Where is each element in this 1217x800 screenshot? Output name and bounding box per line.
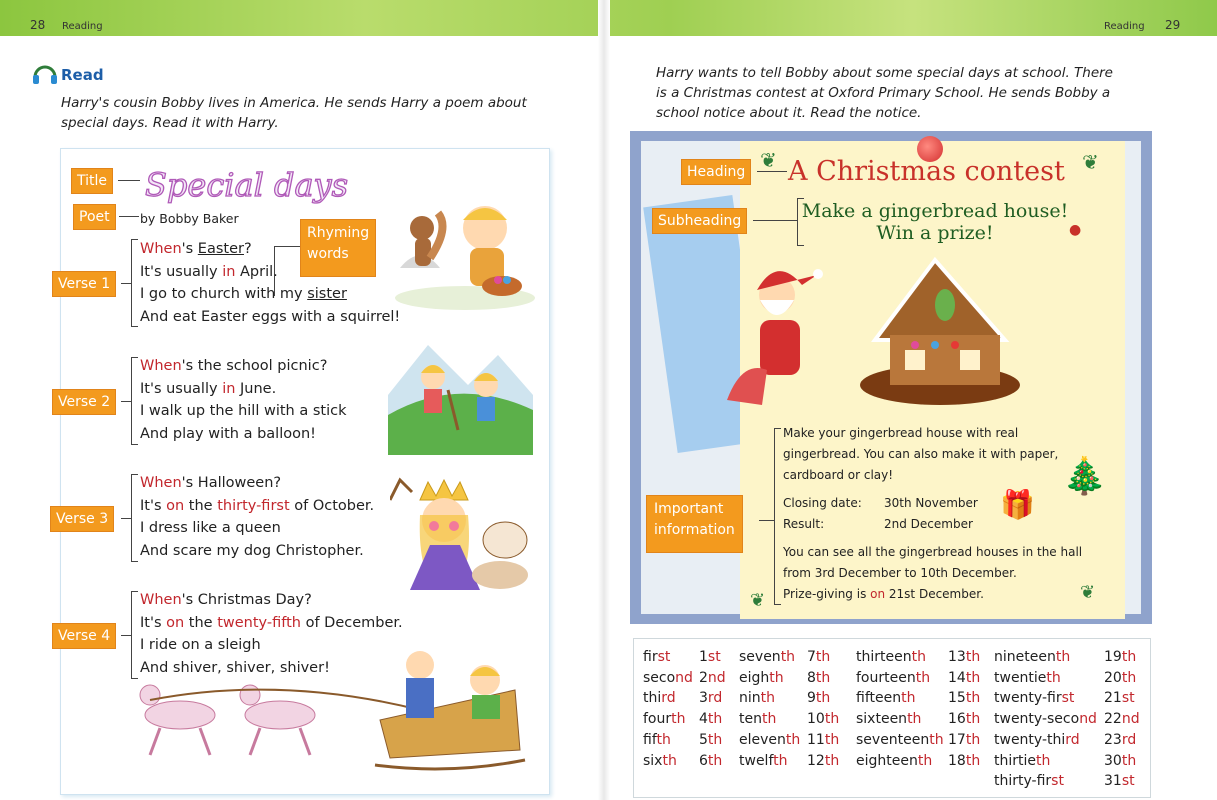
ordinal-suffix: th bbox=[815, 649, 831, 665]
verse-3-line-4: And scare my dog Christopher. bbox=[140, 542, 364, 559]
verse-2-line-1: When's the school picnic? bbox=[140, 358, 328, 374]
ordinal-suffix: th bbox=[1121, 669, 1137, 686]
ordinal-suffix: th bbox=[707, 752, 723, 769]
ordinal-suffix: st bbox=[707, 649, 721, 665]
ordinal-word: fourteenth bbox=[856, 669, 931, 686]
verse-1-line-3: I go to church with my sister bbox=[140, 286, 347, 302]
ordinal-suffix: th bbox=[1036, 752, 1051, 769]
ordinal-number: 21st bbox=[1104, 690, 1135, 707]
tag-rhyming-line-1: Rhyming bbox=[307, 225, 370, 241]
ordinal-word: sixteenth bbox=[856, 711, 922, 728]
closing-date-label: Closing date: bbox=[783, 496, 862, 510]
ordinal-word: seventh bbox=[739, 649, 796, 665]
holly-icon: ❦ bbox=[1082, 150, 1099, 174]
connector-line bbox=[121, 635, 131, 636]
ordinal-suffix: th bbox=[824, 711, 840, 728]
tag-important-line-2: information bbox=[654, 522, 735, 538]
result-value: 2nd December bbox=[884, 517, 973, 531]
ordinal-suffix: th bbox=[965, 731, 981, 748]
sleigh-illustration bbox=[130, 640, 535, 775]
christmas-tree-icon: 🎄 bbox=[1062, 456, 1107, 497]
ordinal-number: 13th bbox=[948, 649, 981, 665]
info-line-1: Make your gingerbread house with real bbox=[783, 426, 1019, 440]
ordinal-suffix: th bbox=[907, 711, 922, 728]
left-intro-line-1: Harry's cousin Bobby lives in America. He sends Harry a poem about bbox=[61, 95, 527, 111]
ordinal-suffix: th bbox=[965, 669, 981, 686]
ordinal-word: thirty-first bbox=[994, 773, 1064, 790]
right-intro-line-2: is a Christmas contest at Oxford Primary School. He sends Bobby a bbox=[656, 85, 1111, 101]
ordinal-number: 22nd bbox=[1104, 711, 1140, 728]
verse-2-line-2: It's usually in June. bbox=[140, 380, 277, 397]
verse-2 bbox=[140, 355, 346, 445]
ordinal-word: eleventh bbox=[739, 731, 801, 748]
connector-line bbox=[121, 283, 131, 284]
holly-icon: ❦ bbox=[760, 148, 777, 172]
ordinal-suffix: rd bbox=[1065, 731, 1080, 748]
connector-line bbox=[121, 518, 131, 519]
verse-2-line-4: And play with a balloon! bbox=[140, 425, 316, 442]
ordinal-suffix: th bbox=[707, 711, 723, 728]
connector-line bbox=[753, 220, 797, 221]
tag-heading: Heading bbox=[681, 159, 751, 185]
page-label-left: Reading bbox=[62, 21, 103, 32]
ordinal-suffix: th bbox=[671, 711, 686, 728]
verse-4-line-2: It's on the twenty-fifth of December. bbox=[140, 614, 403, 631]
page-number-right: 29 bbox=[1165, 18, 1181, 32]
read-heading: Read bbox=[61, 66, 104, 84]
gingerbread-house-illustration bbox=[855, 250, 1025, 410]
ordinal-suffix: th bbox=[780, 649, 796, 665]
ordinal-suffix: st bbox=[1061, 690, 1075, 707]
connector-line bbox=[759, 520, 774, 521]
ordinal-suffix: th bbox=[965, 690, 981, 707]
verse-3-line-3: I dress like a queen bbox=[140, 520, 281, 536]
connector-line bbox=[118, 180, 140, 181]
ordinal-suffix: th bbox=[656, 731, 671, 748]
verse-1-line-1: When's Easter? bbox=[140, 241, 252, 257]
easter-illustration bbox=[390, 198, 540, 313]
ordinal-word: twentieth bbox=[994, 669, 1061, 686]
ordinal-suffix: rd bbox=[661, 690, 676, 707]
verse-bracket bbox=[131, 239, 138, 327]
verse-bracket bbox=[131, 357, 138, 445]
notice-sub-line-1: Make a gingerbread house! bbox=[801, 200, 1069, 222]
ordinal-suffix: st bbox=[1121, 773, 1135, 790]
ordinal-word: ninth bbox=[739, 690, 776, 707]
ordinal-number: 23rd bbox=[1104, 731, 1137, 748]
notice-subheading bbox=[800, 200, 1070, 244]
ordinal-suffix: nd bbox=[707, 669, 726, 686]
notice-sub-line-2: Win a prize! bbox=[876, 222, 994, 244]
ordinal-number: 15th bbox=[948, 690, 981, 707]
verse-3-line-1: When's Halloween? bbox=[140, 475, 282, 491]
ordinal-word: thirtieth bbox=[994, 752, 1051, 769]
ordinal-word: seventeenth bbox=[856, 731, 944, 748]
ordinal-number: 8th bbox=[807, 669, 831, 686]
poem-title bbox=[143, 160, 383, 206]
info-line-6: Prize-giving is on 21st December. bbox=[783, 587, 984, 601]
verse-1-line-4: And eat Easter eggs with a squirrel! bbox=[140, 308, 401, 325]
verse-2-line-3: I walk up the hill with a stick bbox=[140, 403, 347, 419]
right-intro-line-3: school notice about it. Read the notice. bbox=[656, 105, 922, 121]
tag-poet: Poet bbox=[73, 204, 116, 230]
ordinal-number: 9th bbox=[807, 690, 831, 707]
tag-important-information bbox=[646, 495, 743, 553]
ordinal-suffix: th bbox=[929, 731, 944, 748]
ordinal-suffix: th bbox=[824, 731, 840, 748]
ordinal-number: 11th bbox=[807, 731, 840, 748]
ordinal-suffix: th bbox=[824, 752, 840, 769]
ordinal-suffix: st bbox=[657, 649, 671, 665]
ordinal-suffix: nd bbox=[675, 669, 693, 686]
connector-line bbox=[121, 401, 131, 402]
ordinal-number: 6th bbox=[699, 752, 723, 769]
ordinal-word: sixth bbox=[643, 752, 677, 769]
ordinal-number: 12th bbox=[807, 752, 840, 769]
ordinal-number: 14th bbox=[948, 669, 981, 686]
verse-4-line-4: And shiver, shiver, shiver! bbox=[140, 659, 330, 676]
ordinal-word: thirteenth bbox=[856, 649, 926, 665]
page-number-left: 28 bbox=[30, 18, 46, 32]
connector-line bbox=[757, 171, 787, 172]
connector-line bbox=[119, 216, 139, 217]
verse-3 bbox=[140, 472, 374, 562]
ordinal-word: second bbox=[643, 669, 693, 686]
ordinal-suffix: th bbox=[1121, 752, 1137, 769]
ordinal-number: 10th bbox=[807, 711, 840, 728]
info-line-5: from 3rd December to 10th December. bbox=[783, 566, 1017, 580]
tag-rhyming-line-2: words bbox=[307, 246, 349, 262]
ordinal-word: eighth bbox=[739, 669, 784, 686]
ordinal-suffix: th bbox=[911, 649, 926, 665]
ordinal-word: fifth bbox=[643, 731, 671, 748]
tag-verse-1: Verse 1 bbox=[52, 271, 116, 297]
ordinal-number: 16th bbox=[948, 711, 981, 728]
tag-important-line-1: Important bbox=[654, 501, 724, 517]
left-intro-line-2: special days. Read it with Harry. bbox=[61, 115, 279, 131]
verse-1-line-2: It's usually in April. bbox=[140, 263, 278, 280]
result-label: Result: bbox=[783, 517, 825, 531]
ordinal-suffix: th bbox=[785, 731, 801, 748]
poem-title-text: Special days bbox=[145, 166, 349, 204]
ordinal-number: 7th bbox=[807, 649, 831, 665]
tag-verse-3: Verse 3 bbox=[50, 506, 114, 532]
ordinal-suffix: th bbox=[1046, 669, 1061, 686]
ordinal-number: 2nd bbox=[699, 669, 726, 686]
ordinal-number: 3rd bbox=[699, 690, 723, 707]
ordinal-number: 18th bbox=[948, 752, 981, 769]
notice-title: A Christmas contest bbox=[788, 156, 1065, 187]
info-line-2: gingerbread. You can also make it with paper, bbox=[783, 447, 1059, 461]
ordinal-suffix: th bbox=[917, 752, 933, 769]
ordinal-word: twenty-second bbox=[994, 711, 1097, 728]
ordinal-suffix: th bbox=[965, 649, 981, 665]
verse-4-line-3: I ride on a sleigh bbox=[140, 637, 261, 653]
ordinal-suffix: th bbox=[761, 711, 777, 728]
right-intro-line-1: Harry wants to tell Bobby about some special days at school. There bbox=[656, 65, 1113, 81]
halloween-illustration bbox=[390, 470, 535, 595]
ordinal-suffix: th bbox=[760, 690, 776, 707]
ordinal-suffix: th bbox=[815, 690, 831, 707]
ordinal-suffix: st bbox=[1051, 773, 1064, 790]
info-line-4: You can see all the gingerbread houses in the hall bbox=[783, 545, 1083, 559]
ordinal-word: eighteenth bbox=[856, 752, 933, 769]
ordinal-word: tenth bbox=[739, 711, 777, 728]
notice-info bbox=[783, 423, 1058, 486]
ordinal-number: 20th bbox=[1104, 669, 1137, 686]
tag-subheading: Subheading bbox=[652, 208, 747, 234]
ordinal-number: 31st bbox=[1104, 773, 1135, 790]
ordinal-number: 5th bbox=[699, 731, 723, 748]
ordinal-suffix: nd bbox=[1079, 711, 1097, 728]
verse-4-line-1: When's Christmas Day? bbox=[140, 592, 312, 608]
ordinal-number: 1st bbox=[699, 649, 721, 665]
tag-title: Title bbox=[71, 168, 113, 194]
ordinal-suffix: th bbox=[1121, 649, 1137, 665]
ordinal-suffix: st bbox=[1121, 690, 1135, 707]
santa-illustration bbox=[722, 250, 832, 410]
ordinal-suffix: rd bbox=[1121, 731, 1137, 748]
gift-icon: 🎁 bbox=[1000, 488, 1035, 521]
picnic-illustration bbox=[388, 335, 533, 455]
info-bracket bbox=[774, 428, 781, 605]
holly-icon: ❦ bbox=[1080, 582, 1096, 603]
ordinal-word: first bbox=[643, 649, 671, 665]
ornament-icon: ● bbox=[1069, 222, 1082, 238]
ordinal-suffix: th bbox=[662, 752, 677, 769]
ordinal-suffix: th bbox=[965, 711, 981, 728]
verse-3-line-2: It's on the thirty-first of October. bbox=[140, 497, 375, 514]
verse-1 bbox=[140, 238, 400, 328]
closing-date-value: 30th November bbox=[884, 496, 978, 510]
ordinal-suffix: th bbox=[901, 690, 916, 707]
book-gutter bbox=[598, 0, 610, 800]
headphones-icon bbox=[32, 63, 58, 85]
ordinal-word: third bbox=[643, 690, 676, 707]
ordinal-suffix: th bbox=[773, 752, 788, 769]
ordinal-word: twenty-first bbox=[994, 690, 1075, 707]
ordinal-suffix: rd bbox=[707, 690, 723, 707]
ordinal-suffix: th bbox=[1055, 649, 1071, 665]
poet-name: by Bobby Baker bbox=[140, 211, 239, 226]
ordinal-suffix: th bbox=[769, 669, 784, 686]
tag-verse-4: Verse 4 bbox=[52, 623, 116, 649]
ordinal-number: 4th bbox=[699, 711, 723, 728]
ordinal-word: twenty-third bbox=[994, 731, 1080, 748]
ordinal-suffix: nd bbox=[1121, 711, 1140, 728]
ordinal-number: 17th bbox=[948, 731, 981, 748]
info-line-3: cardboard or clay! bbox=[783, 468, 894, 482]
ordinal-word: fifteenth bbox=[856, 690, 916, 707]
ordinal-suffix: th bbox=[965, 752, 981, 769]
ordinal-number: 19th bbox=[1104, 649, 1137, 665]
ordinal-suffix: th bbox=[815, 669, 831, 686]
verse-bracket bbox=[131, 474, 138, 562]
notice-info-2 bbox=[783, 542, 1082, 605]
ordinal-word: nineteenth bbox=[994, 649, 1071, 665]
ordinal-suffix: th bbox=[707, 731, 723, 748]
ordinal-number: 30th bbox=[1104, 752, 1137, 769]
ordinal-word: twelfth bbox=[739, 752, 788, 769]
ordinal-word: fourth bbox=[643, 711, 686, 728]
page-label-right: Reading bbox=[1104, 21, 1145, 32]
tag-verse-2: Verse 2 bbox=[52, 389, 116, 415]
holly-icon: ❦ bbox=[750, 590, 766, 611]
ordinal-suffix: th bbox=[915, 669, 931, 686]
